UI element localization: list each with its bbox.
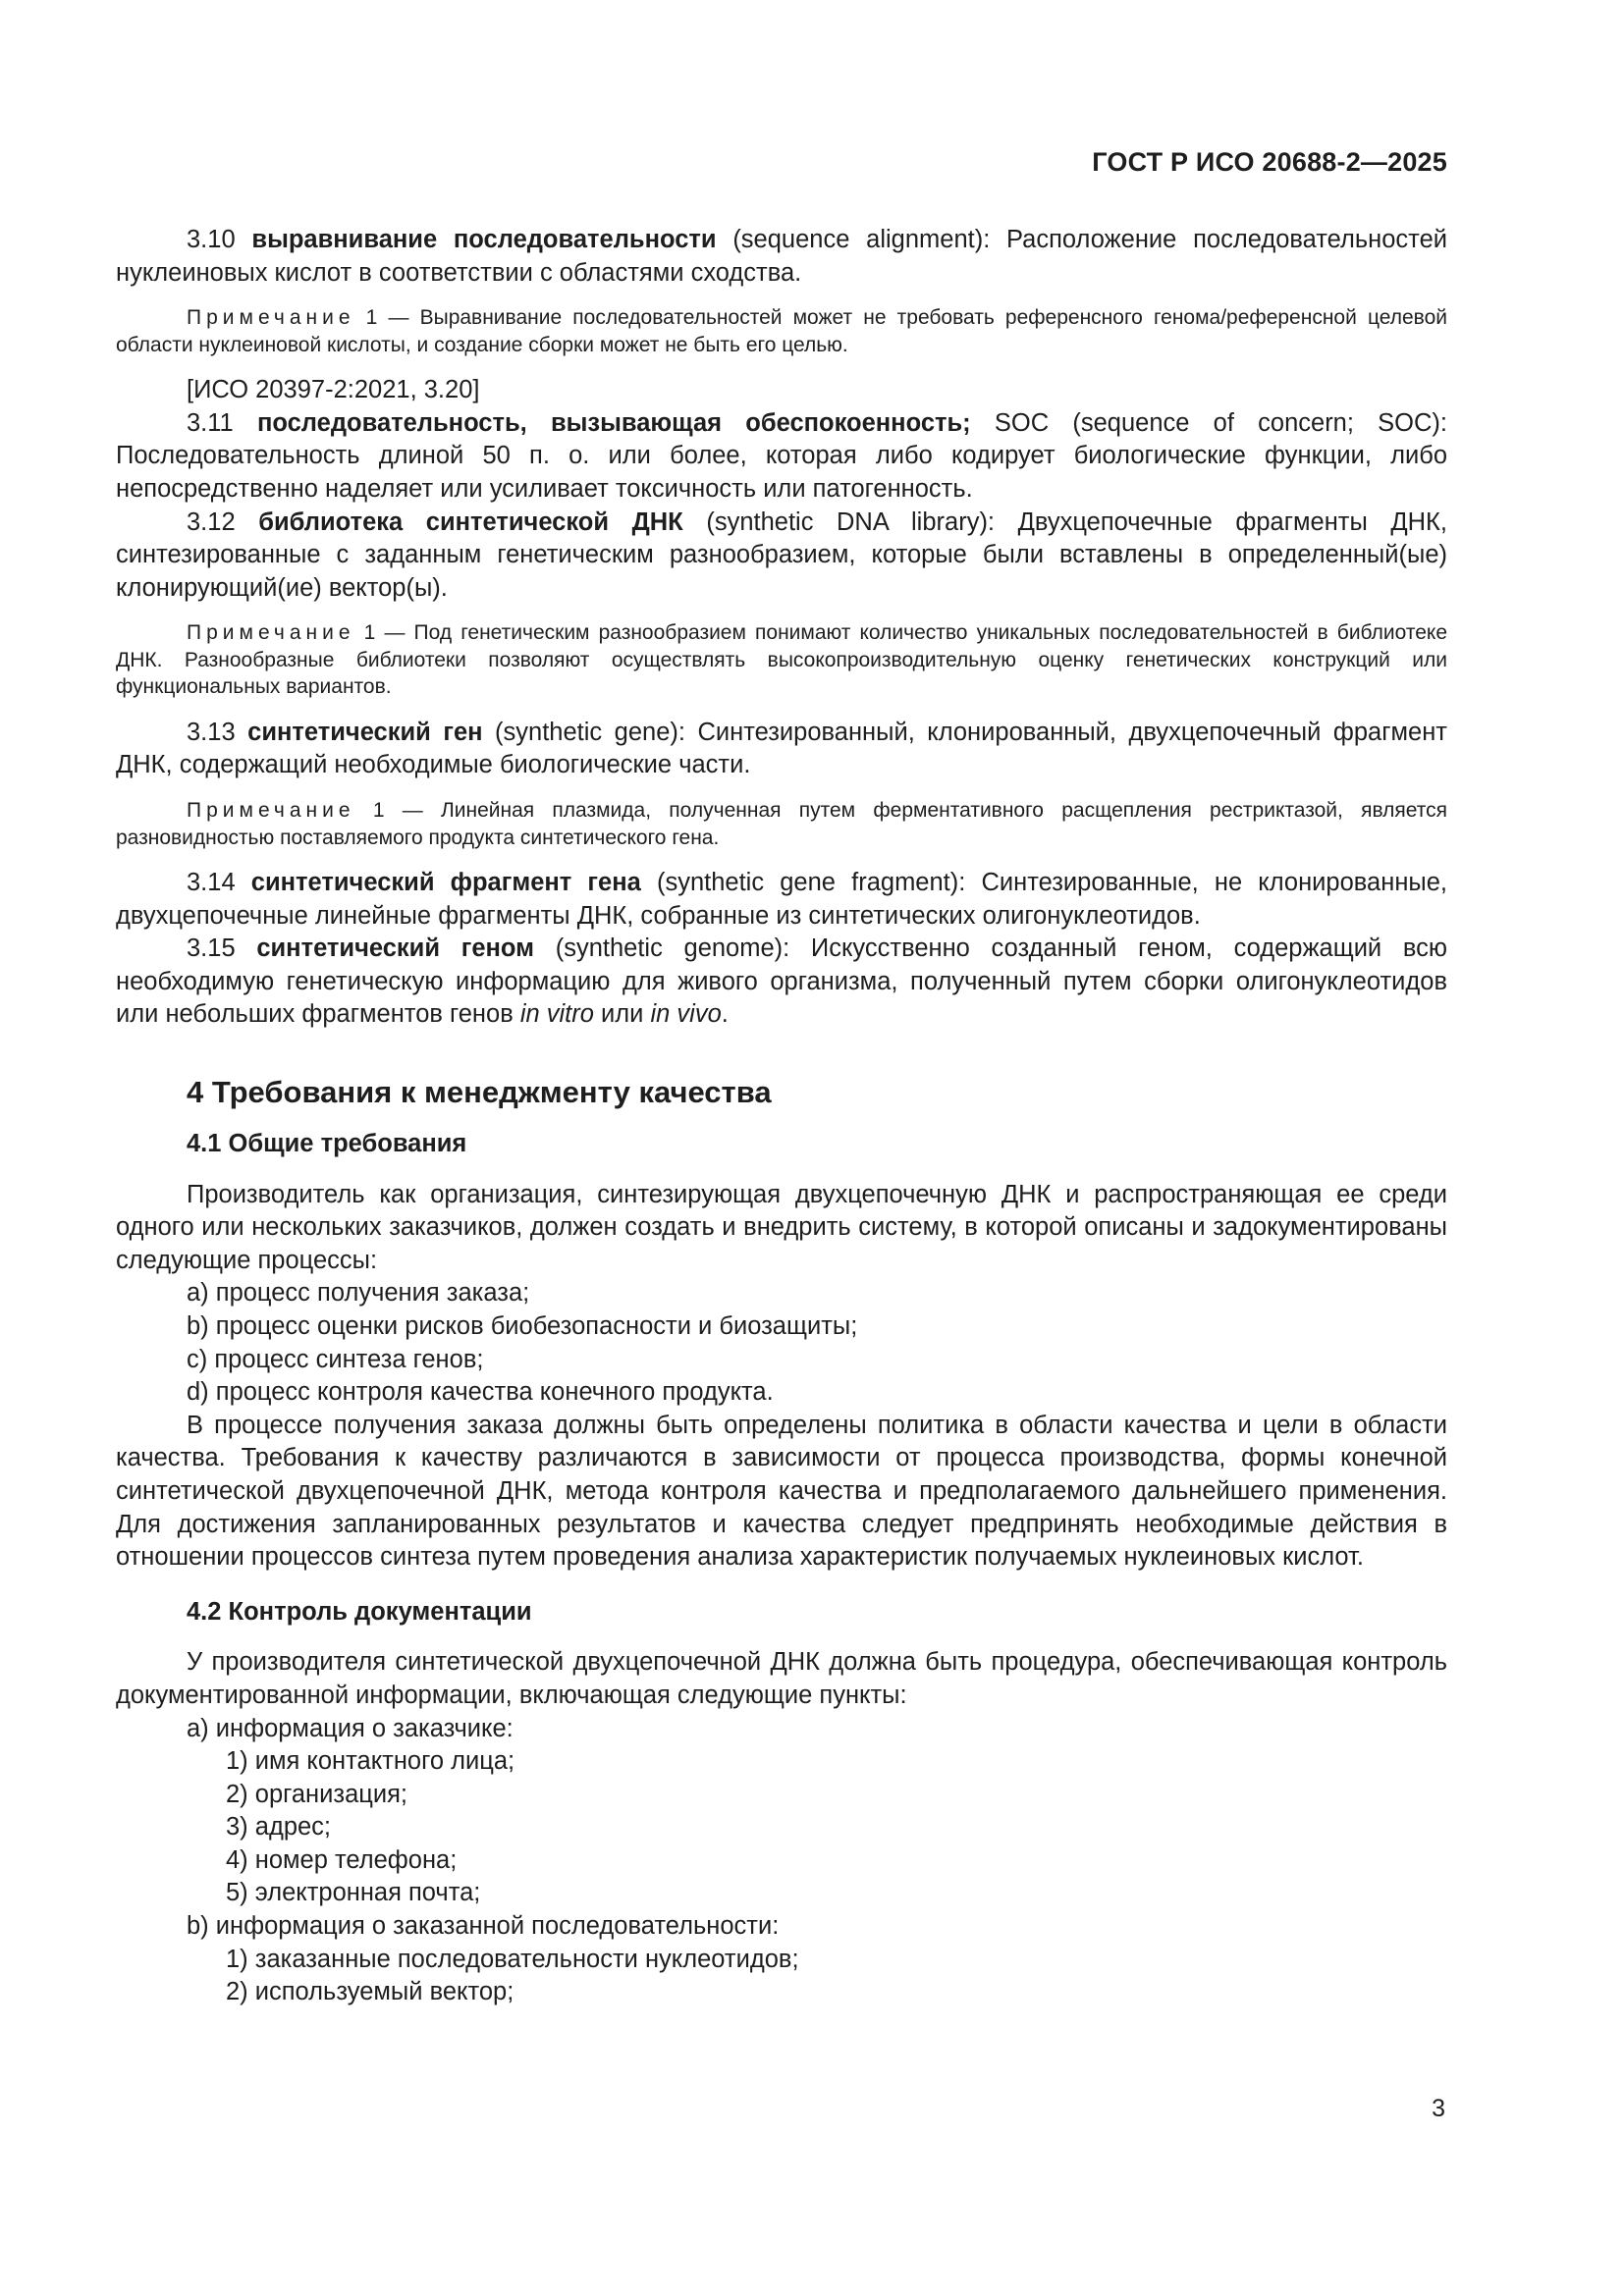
paragraph: У производителя синтетической двухцепочечной ДНК должна быть процедура, обеспечивающая контроль документированной информации, включающая следующие пункты: <box>116 1648 1447 1709</box>
term-definition: (synthetic genome): Искусственно созданный геном, содержащий всю необходимую генетическую информацию для живого организма, полученный путем сборки олигонуклеотидов или небольших фрагментов генов <box>116 934 1447 1029</box>
note-3-12 <box>116 619 1447 701</box>
note-text: 1 — Линейная плазмида, полученная путем ферментативного расщепления рестриктазой, является разновидностью поставляемого продукта синтетического гена. <box>116 799 1447 849</box>
term-3-15 <box>116 933 1447 1032</box>
term-definition: SOC (sequence of concern; SOC): Последовательность длиной 50 п. о. или более, которая либо кодирует биологические функции, либо непосредственно наделяет или усиливает токсичность или патогенность. <box>116 408 1447 503</box>
term-3-13 <box>116 717 1447 782</box>
list-item: b) информация о заказанной последовательности: <box>187 1912 780 1941</box>
list-subitem: 1) заказанные последовательности нуклеотидов; <box>226 1945 799 1973</box>
term-definition: (synthetic DNA library): Двухцепочечные фрагменты ДНК, синтезированные с заданным генетическим разнообразием, которые были вставлены в определенный(ые) клонирующий(ие) вектор(ы). <box>116 507 1447 602</box>
term-number: 3.11 <box>187 408 234 437</box>
note-label: Примечание <box>187 306 355 330</box>
term-name: библиотека синтетической ДНК <box>258 507 683 536</box>
list-subitem: 4) номер телефона; <box>226 1845 458 1874</box>
subsection-heading: 4.1 Общие требования <box>187 1130 467 1157</box>
term-definition-part: или <box>593 1000 651 1029</box>
term-3-14 <box>116 867 1447 933</box>
section-heading: 4 Требования к менеджменту качества <box>187 1075 772 1109</box>
list-subitem: 5) электронная почта; <box>226 1879 481 1907</box>
term-definition: (synthetic gene): Синтезированный, клонированный, двухцепочечный фрагмент ДНК, содержащий необходимые биологические части. <box>116 718 1447 779</box>
term-number: 3.15 <box>187 934 236 963</box>
term-3-10 <box>116 224 1447 290</box>
list-subitem: 2) используемый вектор; <box>226 1978 514 2006</box>
list-item: b) процесс оценки рисков биобезопасности и биозащиты; <box>187 1311 858 1340</box>
list-item: a) информация о заказчике: <box>187 1714 514 1742</box>
list-subitem: 1) имя контактного лица; <box>226 1747 515 1776</box>
term-name: последовательность, вызывающая обеспокоенность; <box>256 408 971 437</box>
note-label: Примечание <box>187 799 355 823</box>
term-number: 3.12 <box>187 507 236 536</box>
term-definition: (sequence alignment): Расположение последовательностей нуклеиновых кислот в соответствии с областями сходства. <box>116 226 1447 287</box>
latin-term: in vivo <box>650 1000 722 1029</box>
paragraph: Производитель как организация, синтезирующая двухцепочечную ДНК и распространяющая ее среди одного или нескольких заказчиков, должен создать и внедрить систему, в которой описаны и задокументированы следующие процессы: <box>116 1180 1447 1274</box>
term-name: выравнивание последовательности <box>251 226 717 253</box>
subsection-heading: 4.2 Контроль документации <box>187 1597 532 1626</box>
term-number: 3.10 <box>187 226 236 253</box>
term-definition: (synthetic gene fragment): Синтезированные, не клонированные, двухцепочечные линейные фрагменты ДНК, собранные из синтетических олигонуклеотидов. <box>116 869 1447 930</box>
document-header: ГОСТ Р ИСО 20688-2—2025 <box>1092 147 1447 177</box>
page-number: 3 <box>1432 2095 1445 2122</box>
term-number: 3.13 <box>187 718 236 746</box>
term-number: 3.14 <box>187 869 236 897</box>
term-name: синтетический фрагмент гена <box>250 869 641 897</box>
note-3-10 <box>116 304 1447 358</box>
note-3-13 <box>116 797 1447 851</box>
list-item: c) процесс синтеза генов; <box>187 1345 484 1373</box>
latin-term: in vitro <box>519 1000 594 1029</box>
term-definition-end: . <box>721 1000 729 1029</box>
list-subitem: 3) адрес; <box>226 1813 332 1842</box>
term-name: синтетический ген <box>247 718 483 746</box>
document-body <box>116 224 1447 2009</box>
paragraph: В процессе получения заказа должны быть определены политика в области качества и цели в области качества. Требования к качеству различаются в зависимости от процесса производства, формы конечной синтетической двухцепочечной ДНК, метода контроля качества и предполагаемого дальнейшего применения. Для достижения запланированных результатов и качества следует предпринять необходимые действия в отношении процессов синтеза путем проведения анализа характеристик получаемых нуклеиновых кислот. <box>116 1411 1447 1572</box>
note-text: 1 — Выравнивание последовательностей может не требовать референсного генома/референсной целевой области нуклеиновой кислоты, и создание сборки может не быть его целью. <box>116 306 1447 356</box>
list-item: d) процесс контроля качества конечного продукта. <box>187 1378 774 1407</box>
note-label: Примечание <box>187 621 355 645</box>
source-reference: [ИСО 20397-2:2021, 3.20] <box>187 376 480 404</box>
list-subitem: 2) организация; <box>226 1780 407 1808</box>
note-text: 1 — Под генетическим разнообразием понимают количество уникальных последовательностей в библиотеке ДНК. Разнообразные библиотеки позволяют осуществлять высокопроизводительную оценку генетических конструкций или функциональных вариантов. <box>116 621 1447 699</box>
term-name: синтетический геном <box>256 934 535 963</box>
term-3-12 <box>116 507 1447 606</box>
list-item: a) процесс получения заказа; <box>187 1279 530 1308</box>
term-3-11 <box>116 407 1447 507</box>
